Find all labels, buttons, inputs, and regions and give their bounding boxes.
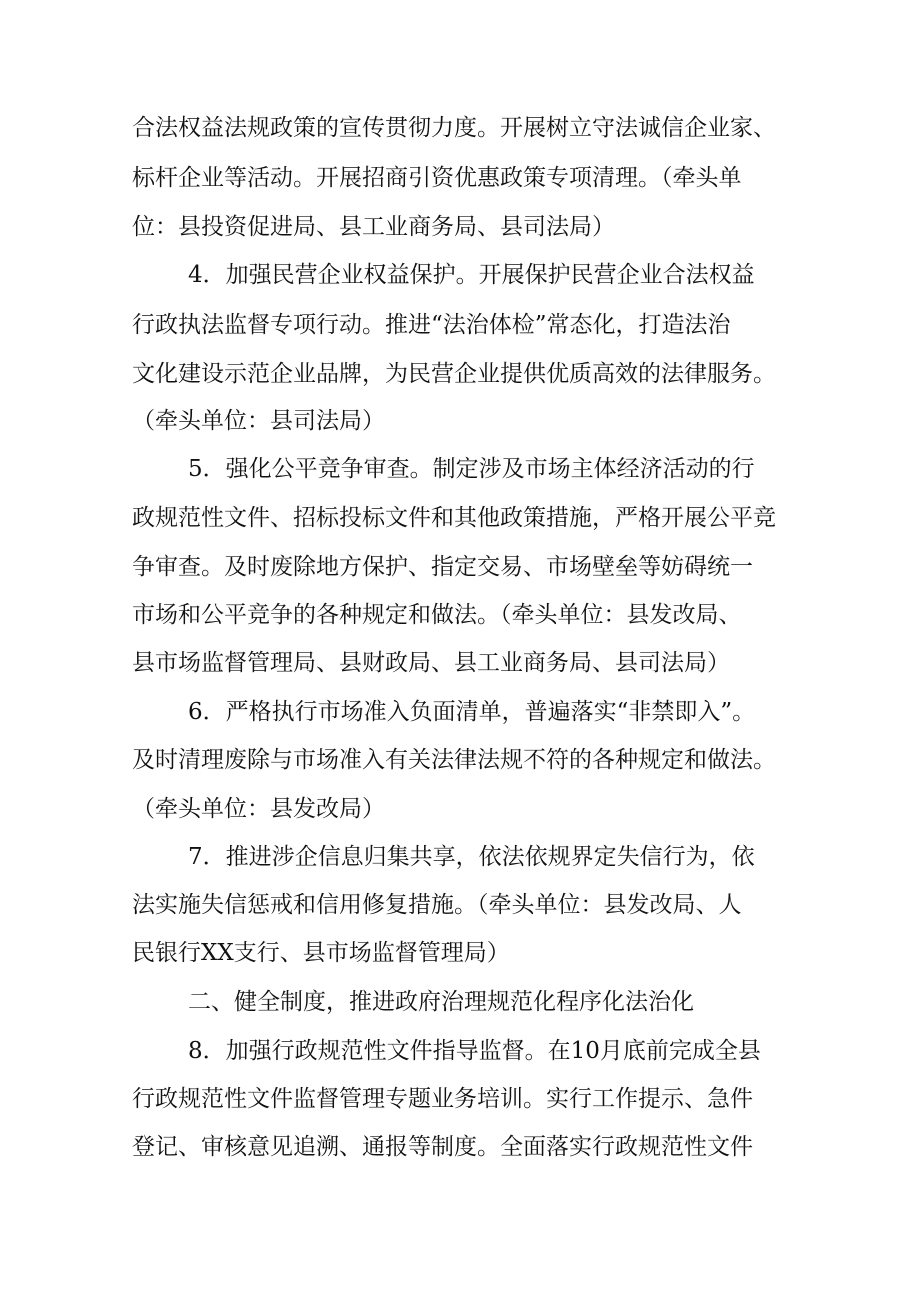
section-heading: 二、健全制度，推进政府治理规范化程序化法治化: [188, 989, 694, 1015]
text-line: 政规范性文件、招标投标文件和其他政策措施，严格开展公平竞: [132, 505, 776, 531]
text-line: 市场和公平竞争的各种规定和做法。（牵头单位：县发改局、: [132, 602, 742, 628]
text-line: 民银行XX支行、县市场监督管理局）: [132, 940, 510, 966]
text-line: 及时清理废除与市场准入有关法律法规不符的各种规定和做法。: [132, 747, 776, 773]
paragraph-7-start: 7．推进涉企信息归集共享，依法依规界定失信行为，依: [188, 844, 755, 870]
text-line: 县市场监督管理局、县财政局、县工业商务局、县司法局）: [132, 650, 730, 676]
text-line: 法实施失信惩戒和信用修复措施。（牵头单位：县发改局、人: [132, 892, 742, 918]
text-line: 文化建设示范企业品牌，为民营企业提供优质高效的法律服务。: [132, 361, 776, 387]
text-line: 行政规范性文件监督管理专题业务培训。实行工作提示、急件: [132, 1086, 753, 1112]
text-line: 合法权益法规政策的宣传贯彻力度。开展树立守法诚信企业家、: [132, 115, 776, 141]
paragraph-8-start: 8．加强行政规范性文件指导监督。在10月底前完成全县: [188, 1038, 761, 1064]
text-line: （牵头单位：县司法局）: [132, 408, 385, 434]
text-line: 位：县投资促进局、县工业商务局、县司法局）: [132, 214, 615, 240]
text-line: 登记、审核意见追溯、通报等制度。全面落实行政规范性文件: [132, 1134, 753, 1160]
paragraph-4-start: 4．加强民营企业权益保护。开展保护民营企业合法权益: [188, 262, 755, 288]
text-line: （牵头单位：县发改局）: [132, 796, 385, 822]
text-line: 争审查。及时废除地方保护、指定交易、市场壁垒等妨碍统一: [132, 554, 753, 580]
paragraph-5-start: 5．强化公平竞争审查。制定涉及市场主体经济活动的行: [188, 456, 755, 482]
text-line: 行政执法监督专项行动。推进“法治体检”常态化，打造法治: [132, 312, 731, 338]
paragraph-6-start: 6．严格执行市场准入负面清单，普遍落实“非禁即入”。: [188, 699, 756, 725]
text-line: 标杆企业等活动。开展招商引资优惠政策专项清理。（牵头单: [132, 165, 742, 191]
